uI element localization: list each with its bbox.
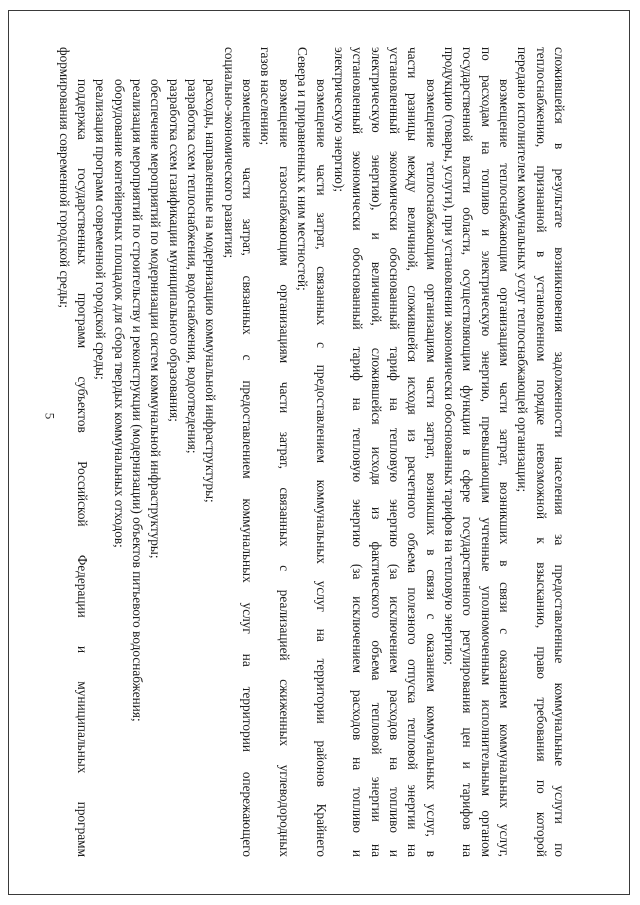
text-line: возмещение теплоснабжающим организациям части затрат, возникших в связи с оказанием коммунальных услуг, <box>496 79 512 857</box>
text-line: передано исполнителем коммунальных услуг теплоснабжающей организации; <box>515 47 531 493</box>
text-line: Севера и приравненных к ним местностей; <box>295 47 311 291</box>
text-line: разработка схем теплоснабжения, водоснабжения, водоотведения; <box>185 79 201 454</box>
text-line: возмещение газоснабжающим организациям части затрат, связанных с реализацией сжиженных углеводородных <box>276 79 292 857</box>
text-line: государственной власти области, осуществляющим функции в сфере государственного регулирования цен и тарифов на <box>460 47 476 857</box>
page-number: 5 <box>42 412 58 420</box>
text-line: расходы, направленные на модернизацию коммунальной инфраструктуры; <box>203 79 219 503</box>
text-line: продукцию (товары, услуги), при установлении экономически обоснованных тарифов на тепловую энергию; <box>441 47 457 665</box>
text-line: поддержка государственных программ субъектов Российской Федерации и муниципальных программ <box>75 79 91 857</box>
text-line: возмещение теплоснабжающим организациям части затрат, возникших в связи с оказанием коммунальных услуг, в <box>423 79 439 857</box>
rotated-text-block <box>56 47 570 857</box>
text-line: установленный экономически обоснованный тариф на тепловую энергию (за исключением расходов на топливо и <box>350 47 366 857</box>
text-line: формирования современной городской среды; <box>56 47 72 309</box>
text-line: обеспечение мероприятий по модернизации систем коммунальной инфраструктуры; <box>148 79 164 559</box>
text-line: оборудование контейнерных площадок для сбора твердых коммунальных отходов; <box>111 79 127 548</box>
text-line: реализация программ современной городской среды; <box>93 79 109 380</box>
text-line: по расходам на топливо и электрическую энергию, превышающим учтенные уполномоченным исполнительным органом <box>478 47 494 857</box>
text-line: установленный экономически обоснованный тариф на тепловую энергию (за исключением расходов на топливо и <box>386 47 402 857</box>
text-line: газов населению; <box>258 47 274 146</box>
text-line: теплоснабжению, признанной в установленном порядке невозможной к взысканию, право требования по которой <box>533 47 549 857</box>
text-line: разработка схем газификации муниципального образования; <box>166 79 182 422</box>
text-line: электрическую энергию); <box>331 47 347 193</box>
text-line: части разницы между величиной, сложившейся исходя из расчетного объема полезного отпуска тепловой энергии на <box>405 47 421 857</box>
text-line: возмещение части затрат, связанных с предоставлением коммунальных услуг на территории районов Крайнего <box>313 79 329 857</box>
text-line: возмещение части затрат, связанных с предоставлением коммунальных услуг на территории опережающего <box>240 79 256 857</box>
text-line: сложившейся в результате возникновения задолженности населения за предоставленные коммунальные услуги по <box>552 47 567 857</box>
text-line: реализация мероприятий по строительству и реконструкции (модернизации) объектов питьевого водоснабжения; <box>130 79 146 722</box>
text-line: социально-экономического развития; <box>221 47 237 259</box>
text-line: электрическую энергию), и величиной, сложившейся исходя из фактического объема тепловой энергии на <box>368 47 384 857</box>
